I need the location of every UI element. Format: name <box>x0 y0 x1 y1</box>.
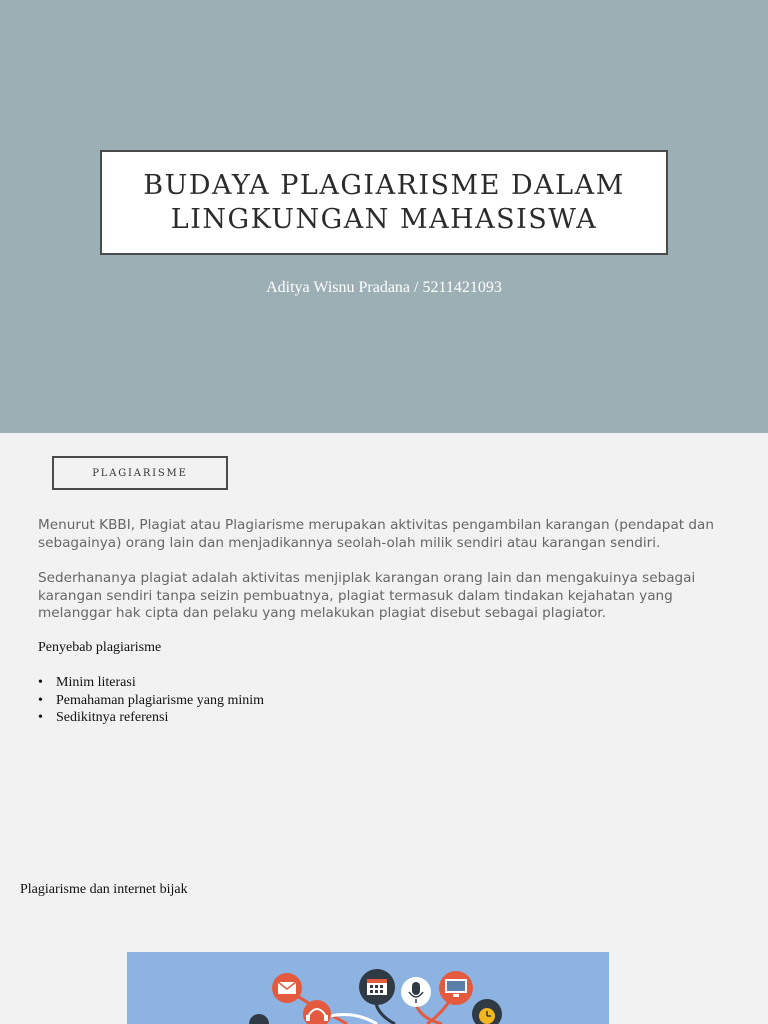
infographic-image <box>127 952 609 1024</box>
bullet: • <box>38 692 43 708</box>
bullet: • <box>38 675 43 690</box>
causes-heading: Penyebab plagiarisme <box>38 640 162 655</box>
causes-list <box>38 674 264 727</box>
cause-text: Minim literasi <box>56 675 136 690</box>
cause-text: Pemahaman plagiarisme yang minim <box>56 692 265 708</box>
title-box <box>100 150 668 255</box>
list-item <box>38 709 264 727</box>
paragraph-definition: Menurut KBBI, Plagiat atau Plagiarisme merupakan aktivitas pengambilan karangan (pendapat dan sebagainya) orang lain dan menjadikannya seolah-olah milik sendiri atau karangan sendiri. <box>38 517 714 551</box>
author-line: Aditya Wisnu Pradana / 5211421093 <box>266 279 502 296</box>
slide-title: BUDAYA PLAGIARISME DALAM LINGKUNGAN MAHASISWA <box>143 169 625 235</box>
bullet: • <box>38 710 43 725</box>
title-slide <box>0 0 768 433</box>
internet-section-title: Plagiarisme dan internet bijak <box>20 882 188 897</box>
paragraph-explanation: Sederhananya plagiat adalah aktivitas menjiplak karangan orang lain dan mengakuinya sebagai karangan sendiri tanpa seizin pembuatnya, plagiat termasuk dalam tindakan kejahatan yang melanggar hak cipta dan pelaku yang melakukan plagiat disebut sebagai plagiator. <box>38 570 696 621</box>
mail-icon <box>272 973 302 1003</box>
partial-icon <box>249 1014 269 1024</box>
calendar-icon <box>359 969 395 1005</box>
alarm-clock-icon <box>472 999 502 1024</box>
list-item <box>38 674 264 692</box>
list-item <box>38 692 264 710</box>
microphone-icon <box>401 977 431 1007</box>
cause-text: Sedikitnya referensi <box>56 710 169 725</box>
section-label-plagiarisme: PLAGIARISME <box>52 456 228 490</box>
monitor-icon <box>439 971 473 1005</box>
